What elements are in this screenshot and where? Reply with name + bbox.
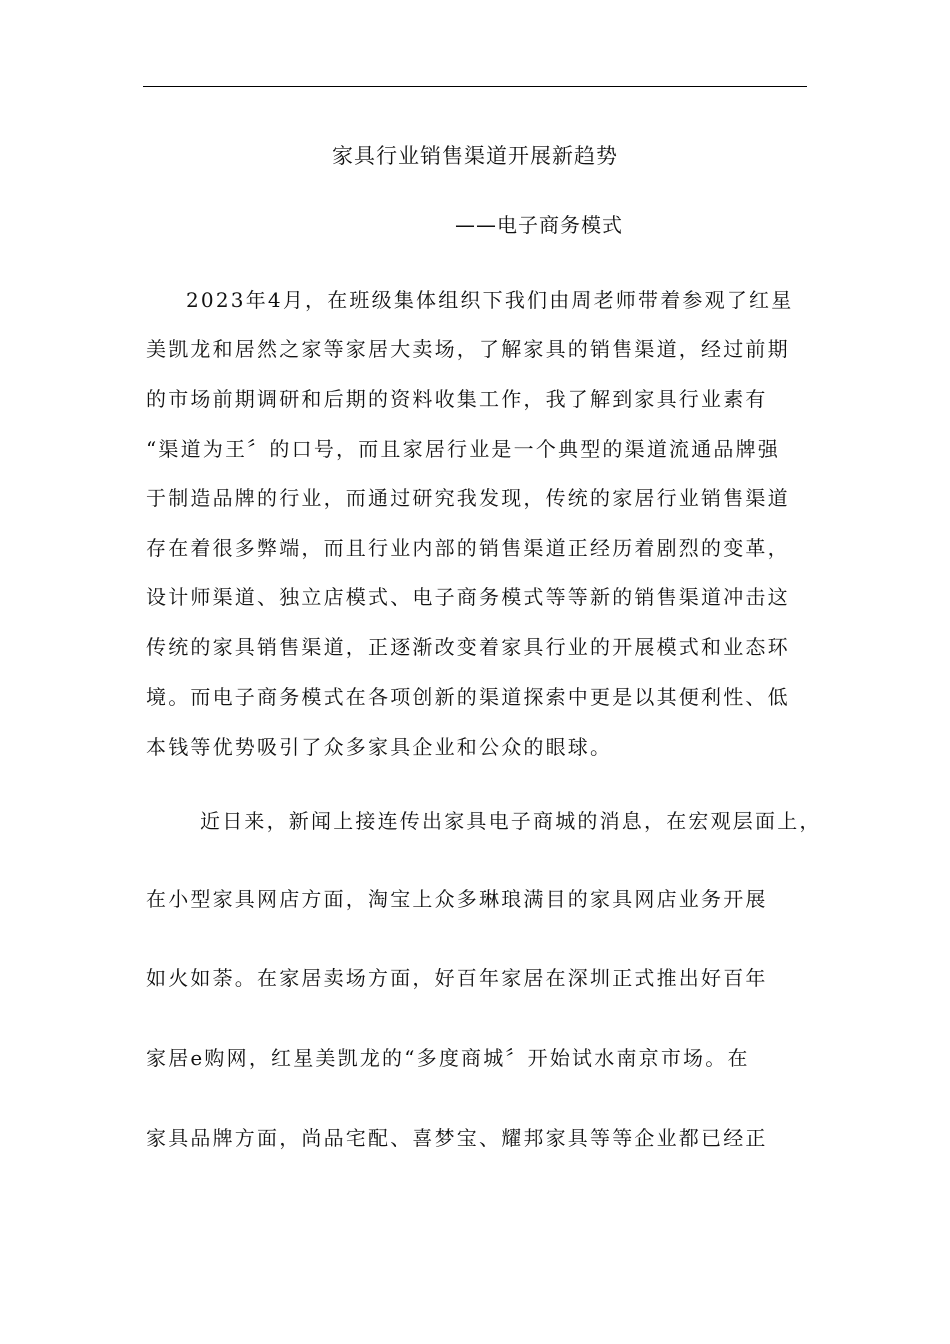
paragraph-line: 于制造品牌的行业，而通过研究我发现，传统的家居行业销售渠道 [146, 486, 790, 510]
paragraph-line: 的市场前期调研和后期的资料收集工作，我了解到家具行业素有 [146, 387, 768, 411]
paragraph-line: 如火如荼。在家居卖场方面，好百年家居在深圳正式推出好百年 [146, 966, 768, 990]
paragraph-line: 美凯龙和居然之家等家居大卖场，了解家具的销售渠道，经过前期 [146, 337, 790, 361]
paragraph-line: 存在着很多弊端，而且行业内部的销售渠道正经历着剧烈的变革， [146, 536, 790, 560]
paragraph-line: 家居e购网，红星美凯龙的“多度商城〞开始试水南京市场。在 [146, 1046, 750, 1070]
paragraph-line: 境。而电子商务模式在各项创新的渠道探索中更是以其便利性、低 [146, 685, 790, 709]
paragraph-line: 2023年4月，在班级集体组织下我们由周老师带着参观了红星 [186, 288, 794, 312]
paragraph-line: 近日来，新闻上接连传出家具电子商城的消息，在宏观层面上， [200, 809, 822, 833]
paragraph-line: 在小型家具网店方面，淘宝上众多琳琅满目的家具网店业务开展 [146, 887, 768, 911]
paragraph-line: 设计师渠道、独立店模式、电子商务模式等等新的销售渠道冲击这 [146, 585, 790, 609]
paragraph-line: 传统的家具销售渠道，正逐渐改变着家具行业的开展模式和业态环 [146, 635, 790, 659]
header-rule [143, 86, 807, 87]
document-subtitle: ——电子商务模式 [455, 213, 623, 237]
paragraph-line: “渠道为王〞的口号，而且家居行业是一个典型的渠道流通品牌强 [146, 437, 781, 461]
paragraph-line: 家具品牌方面，尚品宅配、喜梦宝、耀邦家具等等企业都已经正 [146, 1126, 768, 1150]
paragraph-line: 本钱等优势吸引了众多家具企业和公众的眼球。 [146, 735, 613, 759]
document-title: 家具行业销售渠道开展新趋势 [332, 144, 618, 168]
